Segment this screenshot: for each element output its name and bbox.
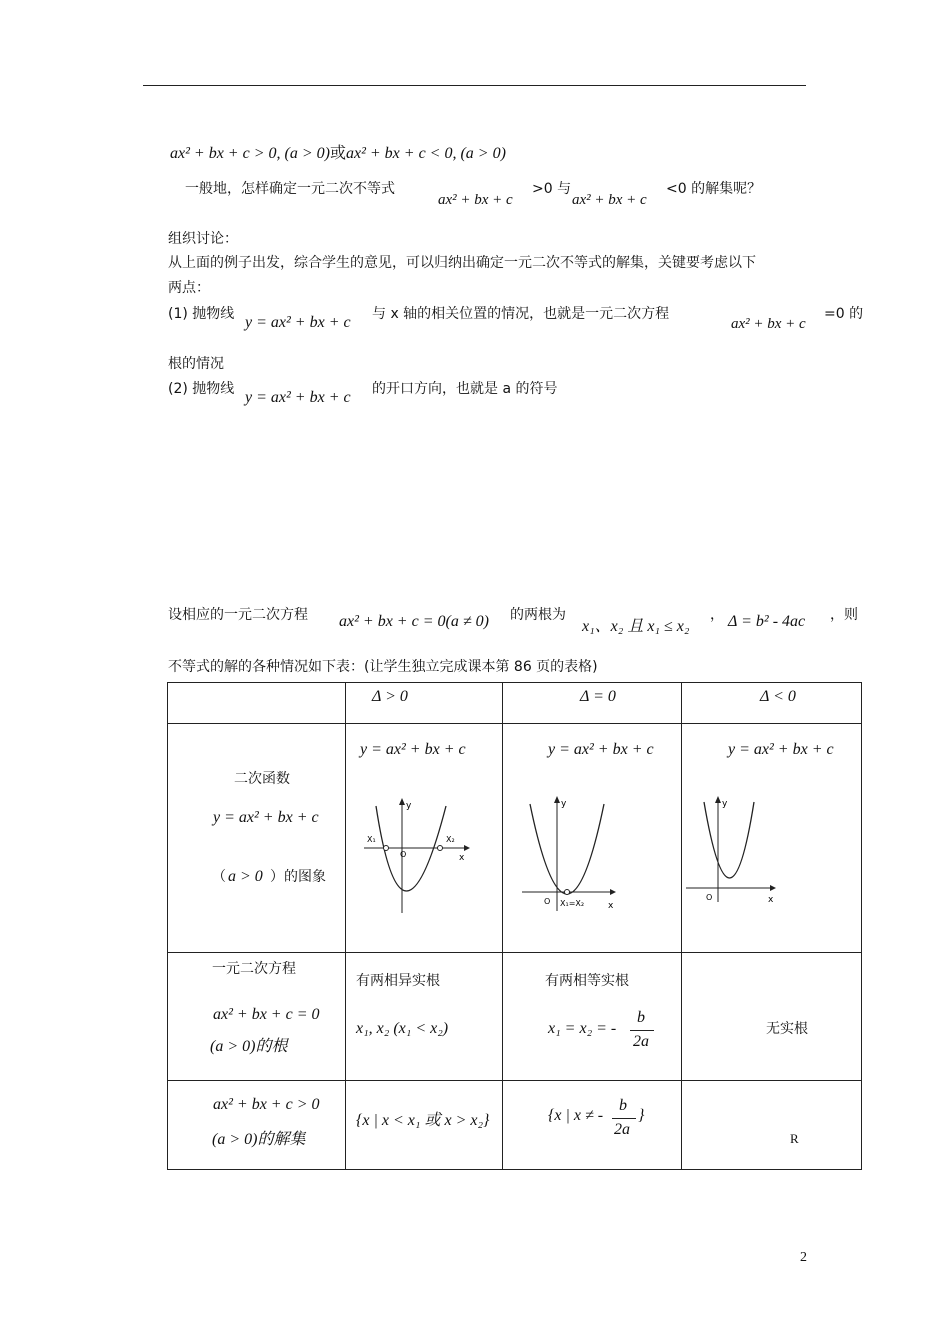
graph-two-roots (364, 796, 474, 914)
graph2-x12-label: X₁=X₂ (560, 899, 585, 908)
solution-fraction-numerator: b (619, 1097, 627, 1114)
parabola (530, 804, 604, 894)
setup-text-1: 设相应的一元二次方程 (168, 607, 308, 623)
page-number: 2 (800, 1250, 807, 1265)
point2-text: 的开口方向，也就是 a 的符号 (372, 381, 558, 397)
two-equal-roots-expr: x₁ = x₂ = - (548, 1020, 617, 1037)
row1-label-2: y = ax² + bx + c (213, 809, 319, 826)
solution-fraction-bar (612, 1118, 636, 1119)
root-point-1 (384, 846, 389, 851)
point1-expr: y = ax² + bx + c (245, 314, 351, 331)
graph3-y-label: y (722, 799, 728, 809)
root-point-2 (438, 846, 443, 851)
y-axis-arrow (399, 798, 405, 805)
row1-label-3b: a > 0 (228, 868, 263, 885)
graph1-x-label: x (459, 853, 465, 863)
two-distinct-roots-expr: x₁, x₂ (x₁ < x₂) (356, 1020, 449, 1037)
point2-lead: (2) 抛物线 (168, 381, 235, 397)
formula-left: ax² + bx + c > 0, (a > 0) (170, 145, 330, 162)
graph1-x1-label: X₁ (367, 835, 376, 844)
row3-label-1: ax² + bx + c > 0 (213, 1096, 320, 1113)
y-axis-arrow (554, 796, 560, 803)
graph1-origin-label: O (400, 850, 407, 859)
x-axis-arrow (770, 885, 776, 891)
row1-label-3a: （ (212, 869, 226, 885)
solution-set-double-left: {x | x ≠ - (548, 1107, 604, 1124)
question-text-2: >0 与 (532, 181, 572, 197)
graph3-origin-label: O (706, 893, 713, 902)
two-equal-roots-text: 有两相等实根 (545, 973, 629, 989)
row1-label-3c: ）的图象 (270, 869, 326, 885)
graph1-x2-label: X₂ (446, 835, 455, 844)
point1-text: 与 x 轴的相关位置的情况，也就是一元二次方程 (372, 306, 670, 322)
parabola (704, 802, 754, 878)
row3-label-2: (a > 0)的解集 (212, 1131, 306, 1148)
point1-line2: 根的情况 (168, 356, 224, 372)
solution-set-two-roots: {x | x < x₁ 或 x > x₂} (356, 1112, 490, 1129)
solution-set-double-right: } (638, 1107, 645, 1124)
header-delta-positive: Δ > 0 (372, 688, 408, 705)
setup-text-2: 的两根为 (510, 607, 566, 623)
no-real-roots: 无实根 (766, 1021, 808, 1037)
graph-no-roots (686, 794, 786, 904)
fraction-bar (630, 1030, 654, 1031)
graph2-x-label: x (608, 901, 614, 911)
x-axis-arrow (464, 845, 470, 851)
question-expr-1: ax² + bx + c (438, 192, 513, 208)
point1-expr-2: ax² + bx + c (731, 316, 806, 332)
header-delta-negative: Δ < 0 (760, 688, 796, 705)
question-text-1: 一般地，怎样确定一元二次不等式 (185, 181, 395, 197)
row2-label-1: 一元二次方程 (212, 961, 296, 977)
graph2-y-label: y (561, 799, 567, 809)
graph1-y-label: y (406, 801, 412, 811)
row2-label-3: (a > 0)的根 (210, 1038, 288, 1055)
setup-line-2: 不等式的解的各种情况如下表：(让学生独立完成课本第 86 页的表格) (168, 659, 598, 675)
formula-right: ax² + bx + c < 0, (a > 0) (345, 145, 506, 162)
point1-tail: =0 的 (824, 306, 864, 322)
func-label-3: y = ax² + bx + c (728, 741, 834, 758)
question-text-3: <0 的解集呢？ (666, 181, 762, 197)
func-label-1: y = ax² + bx + c (360, 741, 466, 758)
point2-expr: y = ax² + bx + c (245, 389, 351, 406)
setup-delta: Δ = b² - 4ac (728, 613, 806, 630)
discussion-heading: 组织讨论： (168, 231, 238, 247)
y-axis-arrow (715, 796, 721, 803)
solution-fraction-denominator: 2a (614, 1121, 630, 1138)
formula-or: 或 (329, 143, 346, 162)
header-rule (143, 85, 806, 86)
formula-top (170, 140, 506, 163)
point1-lead: (1) 抛物线 (168, 306, 235, 322)
setup-equation: ax² + bx + c = 0(a ≠ 0) (339, 613, 489, 630)
row1-label-1: 二次函数 (234, 771, 290, 787)
x-axis-arrow (610, 889, 616, 895)
question-expr-2: ax² + bx + c (572, 192, 647, 208)
setup-sep: ， (710, 607, 724, 623)
discussion-line-1: 从上面的例子出发，综合学生的意见，可以归纳出确定一元二次不等式的解集，关键要考虑以下 (168, 255, 756, 271)
setup-roots: x₁、x₂ 且 x₁ ≤ x₂ (582, 618, 690, 635)
graph2-origin-label: O (544, 897, 551, 906)
graph-double-root (522, 794, 622, 912)
func-label-2: y = ax² + bx + c (548, 741, 654, 758)
fraction-denominator: 2a (633, 1033, 649, 1050)
graph3-x-label: x (768, 895, 774, 904)
row2-label-2: ax² + bx + c = 0 (213, 1006, 320, 1023)
solution-set-all-reals: R (790, 1131, 799, 1146)
discussion-line-2: 两点： (168, 280, 210, 296)
fraction-numerator: b (637, 1009, 645, 1026)
setup-text-3: ，则 (830, 607, 858, 623)
header-delta-zero: Δ = 0 (580, 688, 616, 705)
root-point (565, 890, 570, 895)
two-distinct-roots-text: 有两相异实根 (356, 973, 440, 989)
